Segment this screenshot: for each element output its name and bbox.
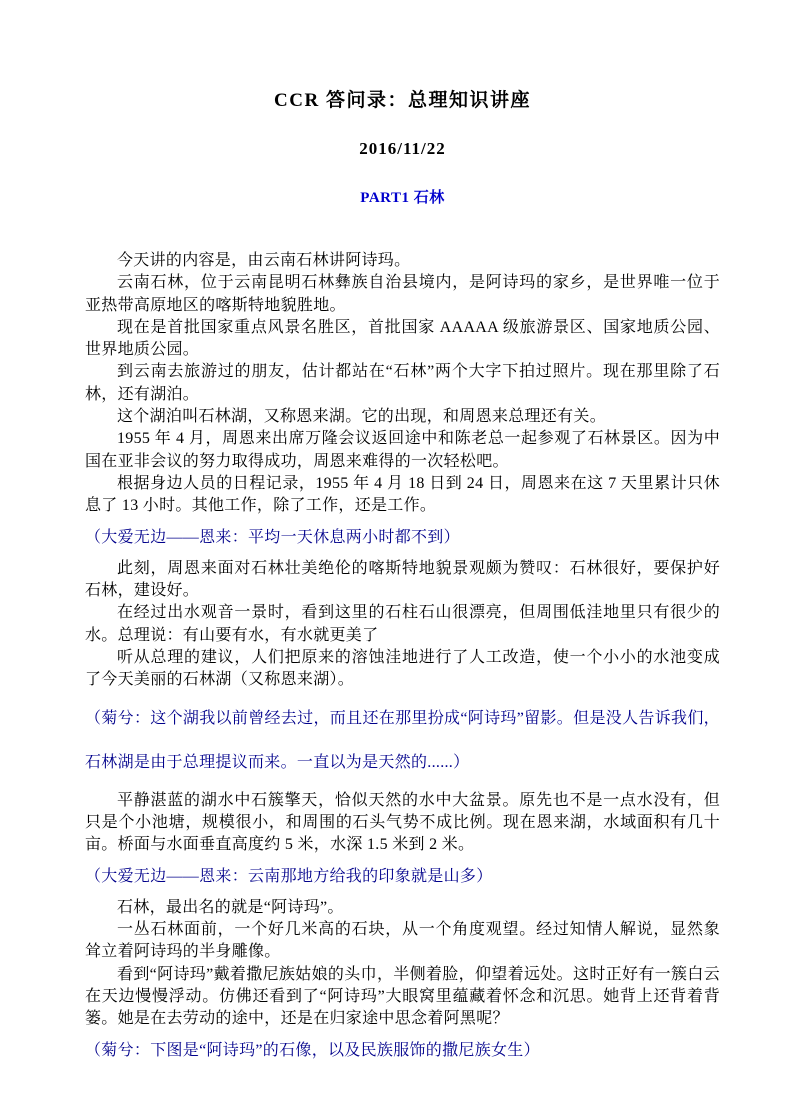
document-date: 2016/11/22 [359,139,446,158]
body-paragraph: 此刻，周恩来面对石林壮美绝伦的喀斯特地貌景观颇为赞叹：石林很好，要保护好石林，建设好。 [85,559,720,600]
annotation-paragraph: （大爱无边——恩来：平均一天休息两小时都不到） [85,528,460,546]
body-paragraph: 到云南去旅游过的朋友，估计都站在“石林”两个大字下拍过照片。现在那里除了石林，还有湖泊。 [85,363,720,403]
annotation-paragraph: （大爱无边——恩来：云南那地方给我的印象就是山多） [85,867,493,885]
annotation-paragraph: （菊兮：下图是“阿诗玛”的石像，以及民族服饰的撒尼族女生） [85,1041,540,1059]
section-heading: PART1 石林 [360,190,445,206]
body-paragraph: 1955 年 4 月，周恩来出席万隆会议返回途中和陈老总一起参观了石林景区。因为中国在亚非会议的努力取得成功，周恩来难得的一次轻松吧。 [85,430,720,470]
body-paragraph: 听从总理的建议，人们把原来的溶蚀洼地进行了人工改造，使一个小小的水池变成了今天美丽的石林湖（又称恩来湖）。 [85,649,720,689]
body-paragraph: 看到“阿诗玛”戴着撒尼族姑娘的头巾，半侧着脸，仰望着远处。这时正好有一簇白云在天边慢慢浮动。仿佛还看到了“阿诗玛”大眼窝里蕴藏着怀念和沉思。她背上还背着背篓。她是在去劳动的途中，还是在归家途中思念着阿黑呢？ [85,965,720,1028]
content [85,250,720,1062]
body-paragraph: 云南石林，位于云南昆明石林彝族自治县境内，是阿诗玛的家乡，是世界唯一位于亚热带高原地区的喀斯特地貌胜地。 [85,274,720,314]
body-paragraph: 这个湖泊叫石林湖，又称恩来湖。它的出现，和周恩来总理还有关。 [117,408,607,426]
annotation-paragraph: （菊兮：这个湖我以前曾经去过，而且还在那里扮成“阿诗玛”留影。但是没人告诉我们，石林湖是由于总理提议而来。一直以为是天然的......） [85,709,720,771]
body-paragraph: 现在是首批国家重点风景名胜区，首批国家 AAAAA 级旅游景区、国家地质公园、世界地质公园。 [85,318,720,359]
document-header [85,88,720,208]
document-title: CCR 答问录：总理知识讲座 [274,90,531,111]
body-paragraph: 石林，最出名的就是“阿诗玛”。 [117,898,344,916]
body-paragraph: 一丛石林面前，一个好几米高的石块，从一个角度观望。经过知情人解说，显然象耸立着阿诗玛的半身雕像。 [85,921,720,961]
body-paragraph: 平静湛蓝的湖水中石簇擎天，恰似天然的水中大盆景。原先也不是一点水没有，但只是个小池塘，规模很小，和周围的石头气势不成比例。现在恩来湖，水域面积有几十亩。桥面与水面垂直高度约 5 米，水深 1.5 米到 2 米。 [85,791,720,854]
body-paragraph: 今天讲的内容是，由云南石林讲阿诗玛。 [117,252,411,269]
body-paragraph: 在经过出水观音一景时，看到这里的石柱石山很漂亮，但周围低洼地里只有很少的水。总理说：有山要有水，有水就更美了 [85,604,720,644]
body-paragraph: 根据身边人员的日程记录，1955 年 4 月 18 日到 24 日，周恩来在这 7 天里累计只休息了 13 小时。其他工作，除了工作，还是工作。 [85,474,720,515]
